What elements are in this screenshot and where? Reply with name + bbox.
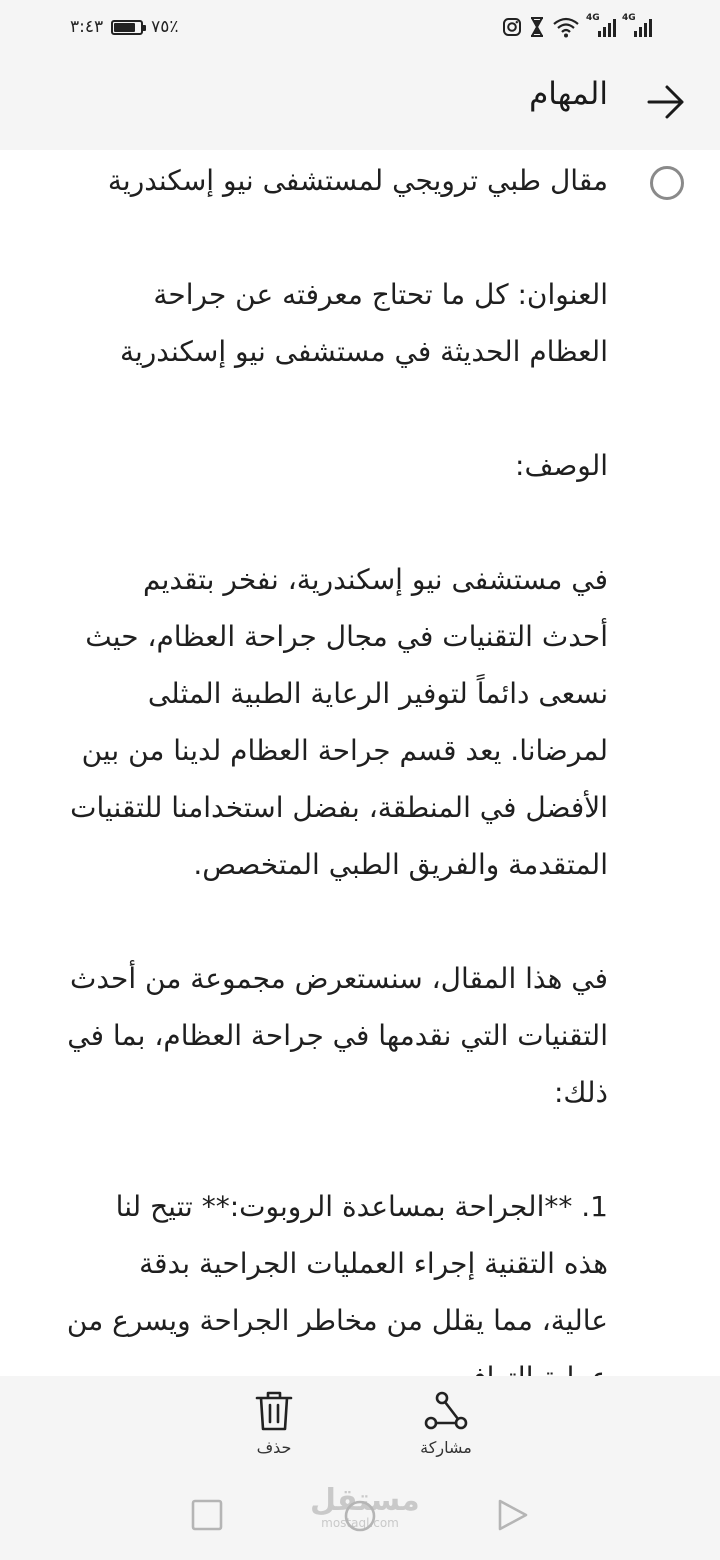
battery-percent: ٧٥٪	[151, 17, 179, 37]
back-icon[interactable]	[496, 1498, 530, 1532]
watermark-arabic: مستقل	[310, 1483, 420, 1518]
share-icon	[423, 1390, 469, 1432]
watermark-latin: mostaql.com	[321, 1516, 399, 1530]
back-button[interactable]	[642, 78, 690, 126]
network-type-label: 4G	[586, 13, 600, 23]
wifi-icon	[552, 16, 580, 38]
instagram-icon	[502, 17, 522, 37]
app-header	[0, 54, 720, 150]
page-title: المهام	[529, 76, 608, 112]
share-button[interactable]	[396, 1390, 496, 1470]
hourglass-icon	[530, 17, 544, 37]
task-detail[interactable]	[0, 150, 720, 1376]
task-complete-checkbox[interactable]	[650, 166, 684, 200]
trash-icon	[254, 1390, 294, 1432]
delete-label: حذف	[256, 1438, 292, 1457]
signal-icon	[622, 13, 652, 37]
status-left	[70, 14, 179, 40]
system-nav-bar	[0, 1470, 720, 1560]
home-icon[interactable]	[342, 1498, 378, 1534]
network-type-label: 4G	[622, 13, 636, 23]
battery-icon	[111, 20, 143, 35]
share-label: مشاركة	[420, 1438, 472, 1457]
task-text[interactable]: مقال طبي ترويجي لمستشفى نيو إسكندرية العنوان: كل ما تحتاج معرفته عن جراحة العظام الحديثة في مستشفى نيو إسكندرية الوصف: في مستشفى نيو إسكندرية، نفخر بتقديم أحدث التقنيات في مجال جراحة العظام، حيث نسعى دائماً لتوفير الرعاية الطبية المثلى لمرضانا. يعد قسم جراحة العظام لدينا من بين الأفضل في المنطقة، بفضل استخدامنا للتقنيات المتقدمة والفريق الطبي المتخصص. في هذا المقال، سنستعرض مجموعة من أحدث التقنيات التي نقدمها في جراحة العظام، بما في ذلك: 1. **الجراحة بمساعدة الروبوت:** تتيح لنا هذه التقنية إجراء العمليات الجراحية بدقة عالية، مما يقلل من مخاطر الجراحة ويسرع من	[66, 164, 608, 1337]
clock: ٣:٤٣	[70, 17, 104, 37]
delete-button[interactable]	[224, 1390, 324, 1470]
status-bar	[0, 0, 720, 54]
signal-icon	[586, 13, 616, 37]
arrow-right-icon	[646, 84, 686, 120]
recents-icon[interactable]	[190, 1498, 224, 1532]
status-right	[502, 12, 652, 42]
